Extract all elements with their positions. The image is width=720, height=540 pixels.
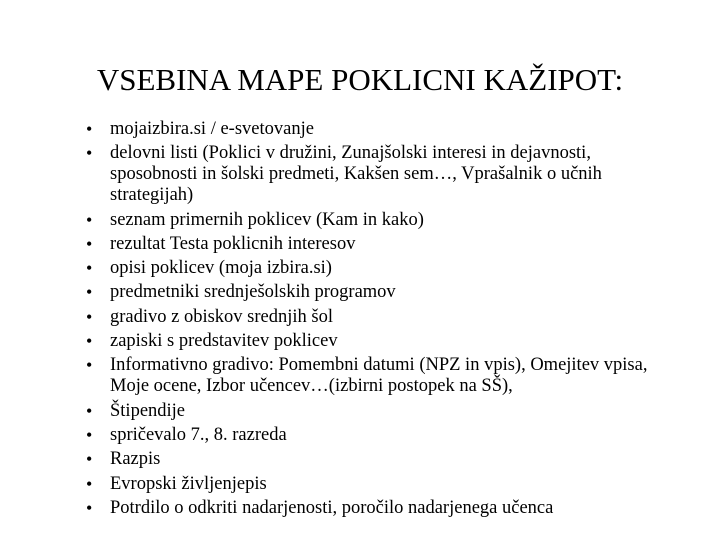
bullet-list: [86, 119, 666, 519]
bullet-item: • seznam primernih poklicev (Kam in kako): [86, 210, 666, 231]
bullet-item: • Potrdilo o odkriti nadarjenosti, poročilo nadarjenega učenca: [86, 498, 666, 519]
bullet-item: • Evropski življenjepis: [86, 474, 666, 495]
bullet-item: • zapiski s predstavitev poklicev: [86, 331, 666, 352]
bullet-item: • delovni listi (Poklici v družini, Zunajšolski interesi in dejavnosti, sposobnosti in šolski predmeti, Kakšen sem…, Vprašalnik o učnih strategijah): [86, 143, 666, 206]
bullet-item: • predmetniki srednješolskih programov: [86, 282, 666, 303]
bullet-item: • Štipendije: [86, 401, 666, 422]
bullet-item: • mojaizbira.si / e-svetovanje: [86, 119, 666, 140]
bullet-item: • opisi poklicev (moja izbira.si): [86, 258, 666, 279]
bullet-item: • Razpis: [86, 449, 666, 470]
slide-title: VSEBINA MAPE POKLICNI KAŽIPOT:: [96, 62, 624, 97]
bullet-item: • Informativno gradivo: Pomembni datumi (NPZ in vpis), Omejitev vpisa, Moje ocene, Izbor učencev…(izbirni postopek na SŠ),: [86, 355, 666, 397]
bullet-item: • gradivo z obiskov srednjih šol: [86, 307, 666, 328]
bullet-item: • spričevalo 7., 8. razreda: [86, 425, 666, 446]
bullet-item: • rezultat Testa poklicnih interesov: [86, 234, 666, 255]
